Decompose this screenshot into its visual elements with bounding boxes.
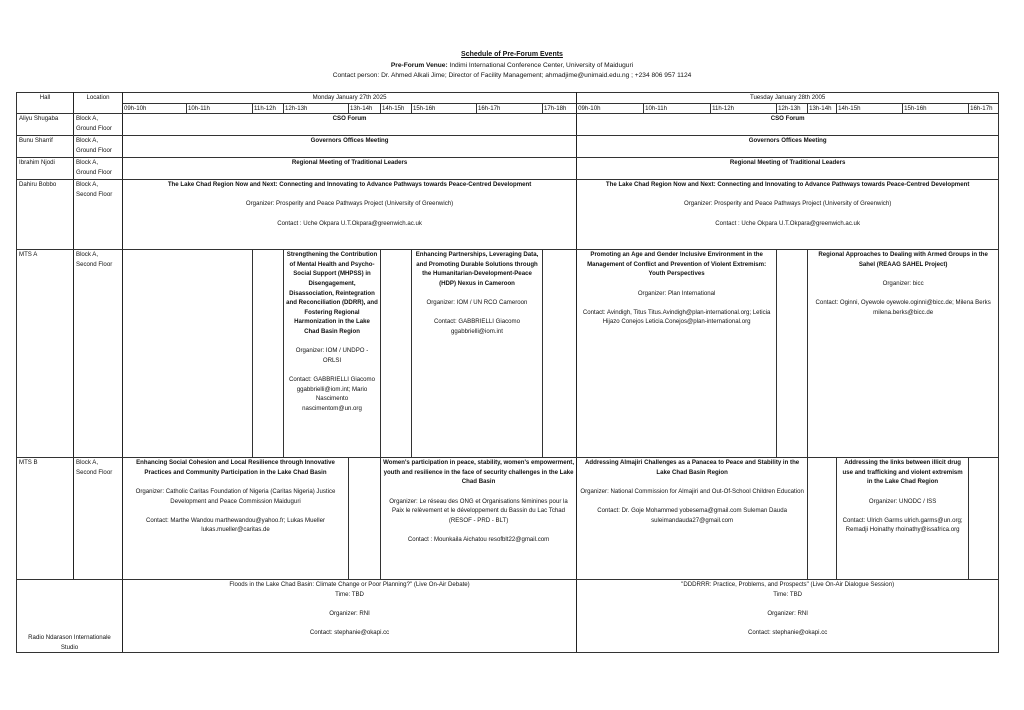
table-row <box>17 158 999 180</box>
header-day-tuesday: Tuesday January 28th 2005 <box>577 93 999 104</box>
event-cell <box>577 458 808 580</box>
event-cell <box>123 158 577 180</box>
header-day-monday: Monday January 27th 2025 <box>123 93 577 104</box>
header-location: Location <box>74 93 123 114</box>
empty-slot <box>381 250 412 458</box>
venue-value: Indimi International Conference Center, University of Maiduguri <box>447 61 634 69</box>
event-contact: Contact : Uche Okpara U.T.Okpara@greenwich.ac.uk <box>715 219 860 227</box>
event-title: Addressing the links between illicit drug use and trafficking and violent extremism in the Lake Chad Region <box>842 459 963 486</box>
hall-name: Ibrahim Njodi <box>17 158 74 180</box>
hall-name: Aliyu Shugaba <box>17 114 74 136</box>
event-contact: Contact: Marthe Wandou marthewandou@yahoo.fr; Lukas Mueller lukas.mueller@caritas.de <box>145 516 326 534</box>
event-organizer: Organizer: Catholic Caritas Foundation of Nigeria (Caritas Nigeria) Justice Development and Peace Commission Maiduguri <box>135 487 336 505</box>
hall-location: Block A, Second Floor <box>74 458 123 580</box>
hall-location: Block A, Second Floor <box>74 180 123 250</box>
event-organizer: Organizer: IOM / UN RCO Cameroon <box>426 299 528 307</box>
event-cell <box>123 458 349 580</box>
event-cell <box>577 158 999 180</box>
event-organizer: Organizer: Le réseau des ONG et Organisations féminines pour la Paix le relèvement et le développement du Bassin du Lac Tchad (RESOF - PRD - BLT) <box>389 497 568 524</box>
event-time: Time: TBD <box>773 590 803 598</box>
event-title: Enhancing Partnerships, Leveraging Data, and Promoting Durable Solutions through the Humanitarian-Development-Peace (HDP) Nexus in Cameroon <box>415 251 539 287</box>
slot-mon: 14h-15h <box>381 103 412 114</box>
event-title: CSO Forum <box>332 115 367 123</box>
event-title: Women's participation in peace, stability, women's empowerment, youth and resilience in the face of security challenges in the Lake Chad Basin <box>383 459 575 486</box>
event-organizer: Organizer: bicc <box>882 279 924 287</box>
event-title: Floods in the Lake Chad Basin: Climate Change or Poor Planning?" (Live On-Air Debate) <box>229 581 470 589</box>
event-title: The Lake Chad Region Now and Next: Connecting and Innovating to Advance Pathways towards Peace-Centred Development <box>167 181 532 189</box>
event-title: Promoting an Age and Gender Inclusive Environment in the Management of Conflict and Prevention of Violent Extremism: Youth Perspectives <box>587 251 767 278</box>
contact-line: Contact person: Dr. Ahmed Alkali Jime; Director of Facility Management; ahmadjime@unimaid.edu.ng ; +234 806 957 1124 <box>332 72 692 79</box>
event-cell <box>123 180 577 250</box>
document-header <box>0 50 1024 82</box>
event-contact: Contact: GABBRIELLI Giacomo ggabbrielli@iom.int; Mario Nascimento nascimentom@un.org <box>288 375 376 412</box>
header-hall: Hall <box>17 93 74 114</box>
event-organizer: Organizer: UNODC / ISS <box>868 497 937 505</box>
event-title: Regional Approaches to Dealing with Armed Groups in the Sahel (REAAG SAHEL Project) <box>818 251 988 268</box>
event-title: "DDDRRR: Practice, Problems, and Prospects" (Live On-Air Dialogue Session) <box>681 581 895 589</box>
empty-slot <box>543 250 577 458</box>
event-cell <box>577 136 999 158</box>
slot-mon: 09h-10h <box>123 103 187 114</box>
table-row <box>17 458 999 580</box>
hall-name: MTS B <box>17 458 74 580</box>
empty-slot <box>777 250 808 458</box>
table-row <box>17 580 999 653</box>
hall-name: Dahiru Bobbo <box>17 180 74 250</box>
slot-mon: 17h-18h <box>543 103 577 114</box>
event-contact: Contact: stephanie@okapi.cc <box>747 629 828 637</box>
hall-location: Block A, Ground Floor <box>74 158 123 180</box>
event-title: Governors Offices Meeting <box>748 137 827 145</box>
event-contact: Contact: GABBRIELLI Giacomo ggabbrielli@iom.int <box>433 318 521 335</box>
event-title: Governors Offices Meeting <box>310 137 389 145</box>
event-cell <box>123 114 577 136</box>
slot-tue: 09h-10h <box>577 103 644 114</box>
slot-tue: 10h-11h <box>644 103 711 114</box>
event-cell <box>123 580 577 653</box>
event-contact: Contact: Oginni, Oyewole oyewole.oginni@bicc.de; Milena Berks milena.berks@bicc.de <box>815 299 991 316</box>
event-title: Regional Meeting of Traditional Leaders <box>291 159 408 167</box>
event-contact: Contact : Mounkaila Aichatou resofblt22@gmail.com <box>407 535 550 543</box>
event-cell <box>837 458 969 580</box>
event-organizer: Organizer: Prosperity and Peace Pathways Project (University of Greenwich) <box>684 200 892 208</box>
hall-location: Block A, Ground Floor <box>74 114 123 136</box>
event-cell <box>123 136 577 158</box>
empty-slot <box>808 458 837 580</box>
slot-mon: 15h-16h <box>412 103 477 114</box>
event-contact: Contact: Ulrich Garms ulrich.garms@un.org; Remadji Hoinathy rhoinathy@issafrica.org <box>842 516 963 534</box>
event-title: Enhancing Social Cohesion and Local Resilience through Innovative Practices and Community Participation in the Lake Chad Basin <box>136 459 335 476</box>
slot-mon: 10h-11h <box>187 103 253 114</box>
event-contact: Contact: stephanie@okapi.cc <box>309 629 390 637</box>
event-cell <box>577 580 999 653</box>
event-title: The Lake Chad Region Now and Next: Connecting and Innovating to Advance Pathways towards Peace-Centred Development <box>605 181 970 189</box>
empty-slot <box>349 458 381 580</box>
event-organizer: Organizer: National Commission for Almajiri and Out-Of-School Children Education <box>580 487 804 495</box>
event-organizer: Organizer: RNI <box>329 609 370 617</box>
hall-name: MTS A <box>17 250 74 458</box>
table-row <box>17 114 999 136</box>
slot-tue: 15h-16h <box>903 103 969 114</box>
hall-name: Bunu Sharrif <box>17 136 74 158</box>
schedule-table <box>16 92 999 653</box>
event-cell <box>284 250 381 458</box>
empty-slot <box>123 250 253 458</box>
slot-mon: 16h-17h <box>477 103 543 114</box>
document-title: Schedule of Pre-Forum Events <box>461 51 563 58</box>
table-row <box>17 136 999 158</box>
event-title: Regional Meeting of Traditional Leaders <box>729 159 846 167</box>
event-cell <box>412 250 543 458</box>
table-row <box>17 250 999 458</box>
empty-slot <box>969 458 999 580</box>
hall-location: Block A, Second Floor <box>74 250 123 458</box>
event-contact: Contact: Dr. Goje Mohammed yobesema@gmail.com Suleman Dauda suleimandauda27@gmail.com <box>597 507 787 524</box>
slot-tue: 13h-14h <box>808 103 837 114</box>
event-cell <box>577 114 999 136</box>
event-cell <box>577 180 999 250</box>
header-row-slots <box>17 103 999 114</box>
event-organizer: Organizer: Prosperity and Peace Pathways Project (University of Greenwich) <box>245 200 454 208</box>
empty-slot <box>253 250 284 458</box>
hall-location: Block A, Ground Floor <box>74 136 123 158</box>
event-contact: Contact : Uche Okpara U.T.Okpara@greenwich.ac.uk <box>277 219 422 227</box>
slot-mon: 13h-14h <box>349 103 381 114</box>
header-row-days <box>17 93 999 104</box>
event-title: Strengthening the Contribution of Mental Health and Psycho-Social Support (MHPSS) in Disengagement, Disassociation, Reintegration and Reconciliation (DDRR), and Fostering Regional Harmonization in the Lake Chad Basin Region <box>286 251 378 335</box>
event-organizer: Organizer: Plan International <box>637 289 716 297</box>
event-title: CSO Forum <box>770 115 805 123</box>
event-contact: Contact: Avindigh, Titus Titus.Avindigh@plan-international.org; Leticia Hijazo Conejos Leticia.Conejos@plan-international.org <box>582 308 771 326</box>
event-organizer: Organizer: IOM / UNDPO - ORLSI <box>295 347 369 364</box>
slot-mon: 11h-12h <box>253 103 284 114</box>
slot-tue: 16h-17h <box>969 103 999 114</box>
slot-tue: 14h-15h <box>837 103 903 114</box>
event-cell <box>577 250 777 458</box>
slot-mon: 12h-13h <box>284 103 349 114</box>
venue-label: Pre-Forum Venue: <box>390 61 448 69</box>
event-organizer: Organizer: RNI <box>767 609 808 617</box>
event-time: Time: TBD <box>335 590 364 598</box>
slot-tue: 12h-13h <box>777 103 808 114</box>
hall-name: Radio Ndarason Internationale Studio <box>17 580 123 653</box>
event-cell <box>381 458 577 580</box>
slot-tue: 11h-12h <box>711 103 777 114</box>
event-title: Addressing Almajiri Challenges as a Panacea to Peace and Stability in the Lake Chad Basin Region <box>585 459 800 476</box>
table-row <box>17 180 999 250</box>
event-cell <box>808 250 999 458</box>
venue-line <box>0 61 1024 72</box>
